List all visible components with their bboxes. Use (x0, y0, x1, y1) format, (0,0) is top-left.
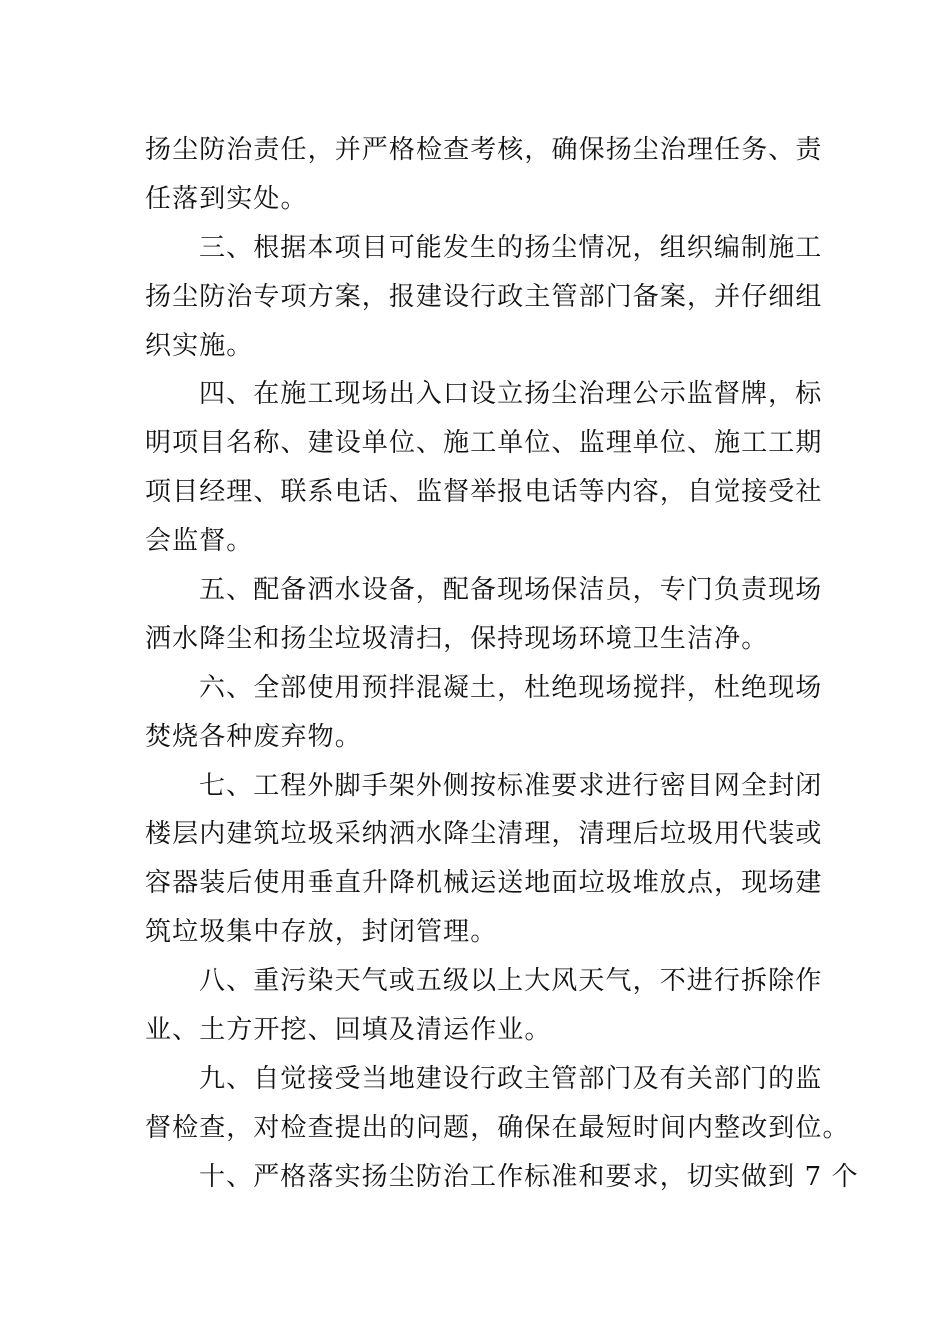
text-line: 洒水降尘和扬尘垃圾清扫，保持现场环境卫生洁净。 (145, 623, 769, 654)
paragraph-start-line: 四、在施工现场出入口设立扬尘治理公示监督牌，标 (199, 379, 823, 410)
paragraph-start-line: 六、全部使用预拌混凝土，杜绝现场搅拌，杜绝现场 (199, 672, 823, 703)
document-body (145, 126, 859, 1202)
text-line: 筑垃圾集中存放，封闭管理。 (145, 917, 498, 948)
text-line: 业、土方开挖、回填及清运作业。 (145, 1015, 552, 1046)
text-line: 焚烧各种废弃物。 (145, 721, 362, 752)
paragraph-start-line: 十、严格落实扬尘防治工作标准和要求，切实做到 7 个 (199, 1161, 859, 1192)
text-line: 任落到实处。 (145, 183, 308, 214)
text-line: 扬尘防治专项方案，报建设行政主管部门备案，并仔细组 (145, 281, 823, 312)
text-line: 项目经理、联系电话、监督举报电话等内容，自觉接受社 (145, 477, 823, 508)
paragraph-start-line: 九、自觉接受当地建设行政主管部门及有关部门的监 (199, 1063, 823, 1094)
text-line: 容器装后使用垂直升降机械运送地面垃圾堆放点，现场建 (145, 868, 823, 899)
text-line: 督检查，对检查提出的问题，确保在最短时间内整改到位。 (145, 1112, 850, 1143)
paragraph-start-line: 五、配备洒水设备，配备现场保洁员，专门负责现场 (199, 575, 823, 606)
text-line: 织实施。 (145, 330, 254, 361)
text-line: 会监督。 (145, 526, 254, 557)
text-line: 明项目名称、建设单位、施工单位、监理单位、施工工期 (145, 428, 823, 459)
paragraph-start-line: 七、工程外脚手架外侧按标准要求进行密目网全封闭 (199, 770, 823, 801)
text-line: 楼层内建筑垃圾采纳洒水降尘清理，清理后垃圾用代装或 (145, 819, 823, 850)
paragraph-start-line: 八、重污染天气或五级以上大风天气，不进行拆除作 (199, 966, 823, 997)
text-line: 扬尘防治责任，并严格检查考核，确保扬尘治理任务、责 (145, 135, 823, 165)
paragraph-start-line: 三、根据本项目可能发生的扬尘情况，组织编制施工 (199, 232, 823, 263)
